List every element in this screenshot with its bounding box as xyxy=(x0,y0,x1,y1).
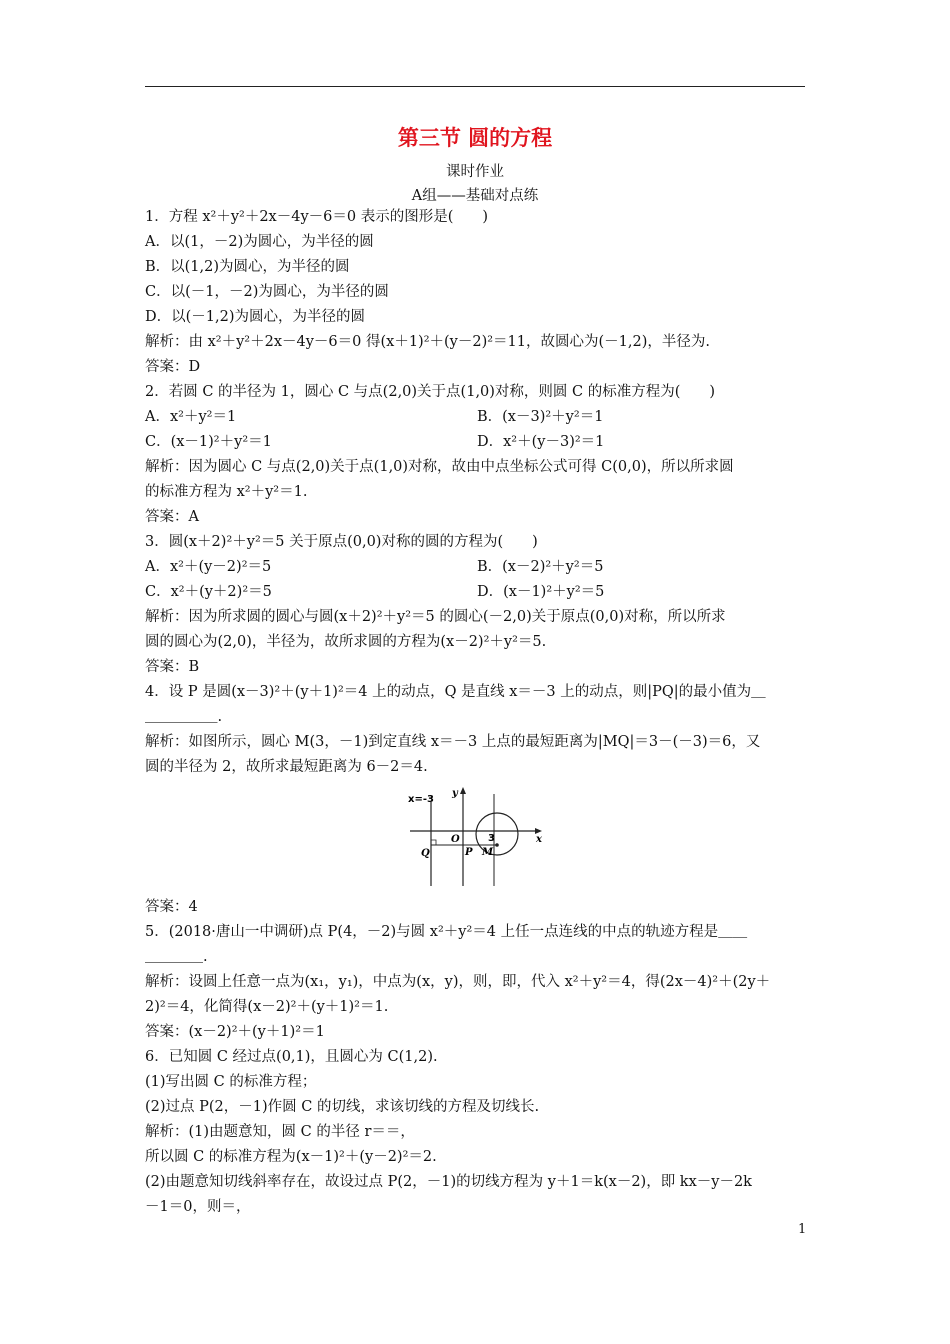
label-y: y xyxy=(452,788,458,799)
q4-analysis-line1: 解析：如图所示，圆心 M(3，－1)到定直线 x＝－3 上点的最短距离为|MQ|＝3－(－3)＝6，又 xyxy=(145,734,761,750)
label-m: M xyxy=(482,847,494,858)
q5-stem-line2: ＿＿＿＿. xyxy=(145,949,208,965)
label-3: 3 xyxy=(488,833,495,844)
q6-stem: 6．已知圆 C 经过点(0,1)，且圆心为 C(1,2). xyxy=(145,1049,438,1065)
q1-option-d: D．以(－1,2)为圆心，为半径的圆 xyxy=(145,309,365,325)
q6-analysis-line4: －1＝0，则＝， xyxy=(145,1199,251,1215)
q2-answer: 答案：A xyxy=(145,509,199,525)
q3-analysis-line2: 圆的圆心为(2,0)，半径为，故所求圆的方程为(x－2)²＋y²＝5. xyxy=(145,634,547,650)
q4-figure xyxy=(404,782,549,888)
q3-answer: 答案：B xyxy=(145,659,200,675)
q6-part1: (1)写出圆 C 的标准方程； xyxy=(145,1074,317,1090)
q5-analysis-line1: 解析：设圆上任意一点为(x₁，y₁)，中点为(x，y)，则，即，代入 x²＋y²＝4，得(2x－4)²＋(2y＋ xyxy=(145,974,771,990)
q4-answer: 答案：4 xyxy=(145,899,198,915)
label-x: x xyxy=(536,834,542,845)
q1-analysis: 解析：由 x²＋y²＋2x－4y－6＝0 得(x＋1)²＋(y－2)²＝11，故圆心为(－1,2)，半径为. xyxy=(145,334,710,350)
q4-analysis-line2: 圆的半径为 2，故所求最短距离为 6－2＝4. xyxy=(145,759,428,775)
q6-part2: (2)过点 P(2，－1)作圆 C 的切线，求该切线的方程及切线长. xyxy=(145,1099,540,1115)
q1-option-b: B．以(1,2)为圆心，为半径的圆 xyxy=(145,259,350,275)
q1-stem: 1．方程 x²＋y²＋2x－4y－6＝0 表示的图形是( ) xyxy=(145,209,489,225)
center-point-m xyxy=(495,843,499,847)
header-rule xyxy=(145,86,805,87)
q3-option-c: C．x²＋(y＋2)²＝5 xyxy=(145,584,272,600)
q4-stem-line1: 4．设 P 是圆(x－3)²＋(y＋1)²＝4 上的动点，Q 是直线 x＝－3 上的动点，则|PQ|的最小值为＿ xyxy=(145,684,766,700)
q2-analysis-line2: 的标准方程为 x²＋y²＝1. xyxy=(145,484,308,500)
q5-analysis-line2: 2)²＝4，化简得(x－2)²＋(y＋1)²＝1. xyxy=(145,999,389,1015)
q3-analysis-line1: 解析：因为所求圆的圆心与圆(x＋2)²＋y²＝5 的圆心(－2,0)关于原点(0,0)对称，所以所求 xyxy=(145,609,726,625)
q5-stem-line1: 5．(2018·唐山一中调研)点 P(4，－2)与圆 x²＋y²＝4 上任一点连线的中点的轨迹方程是＿＿ xyxy=(145,924,748,940)
q2-option-b: B．(x－3)²＋y²＝1 xyxy=(477,409,604,425)
q6-analysis-line2: 所以圆 C 的标准方程为(x－1)²＋(y－2)²＝2. xyxy=(145,1149,437,1165)
right-angle-mark xyxy=(431,840,436,845)
label-q: Q xyxy=(421,848,430,859)
q3-stem: 3．圆(x＋2)²＋y²＝5 关于原点(0,0)对称的圆的方程为( ) xyxy=(145,534,538,550)
q1-answer: 答案：D xyxy=(145,359,201,375)
y-axis-arrow-icon xyxy=(460,787,466,794)
label-o: O xyxy=(451,834,460,845)
q5-answer: 答案：(x－2)²＋(y＋1)²＝1 xyxy=(145,1024,325,1040)
q2-option-d: D．x²＋(y－3)²＝1 xyxy=(477,434,605,450)
label-p: P xyxy=(465,847,473,858)
label-line: x=-3 xyxy=(408,794,434,805)
q6-analysis-line1: 解析：(1)由题意知，圆 C 的半径 r＝＝， xyxy=(145,1124,415,1140)
group-heading: A组——基础对点练 xyxy=(411,188,539,204)
q3-option-b: B．(x－2)²＋y²＝5 xyxy=(477,559,604,575)
q1-option-c: C．以(－1，－2)为圆心，为半径的圆 xyxy=(145,284,389,300)
page-number: 1 xyxy=(798,1222,807,1237)
q4-stem-line2: ＿＿＿＿＿. xyxy=(145,709,223,725)
q1-option-a: A．以(1，－2)为圆心，为半径的圆 xyxy=(145,234,374,250)
q3-option-d: D．(x－1)²＋y²＝5 xyxy=(477,584,605,600)
q2-option-a: A．x²＋y²＝1 xyxy=(145,409,237,425)
subtitle: 课时作业 xyxy=(446,164,504,180)
q6-analysis-line3: (2)由题意知切线斜率存在，故设过点 P(2，－1)的切线方程为 y＋1＝k(x－2)，即 kx－y－2k xyxy=(145,1174,752,1190)
q2-analysis-line1: 解析：因为圆心 C 与点(2,0)关于点(1,0)对称，故由中点坐标公式可得 C(0,0)，所以所求圆 xyxy=(145,459,734,475)
q2-option-c: C．(x－1)²＋y²＝1 xyxy=(145,434,272,450)
q3-option-a: A．x²＋(y－2)²＝5 xyxy=(145,559,272,575)
q2-stem: 2．若圆 C 的半径为 1，圆心 C 与点(2,0)关于点(1,0)对称，则圆 C 的标准方程为( ) xyxy=(145,384,716,400)
page-title: 第三节 圆的方程 xyxy=(397,126,553,150)
